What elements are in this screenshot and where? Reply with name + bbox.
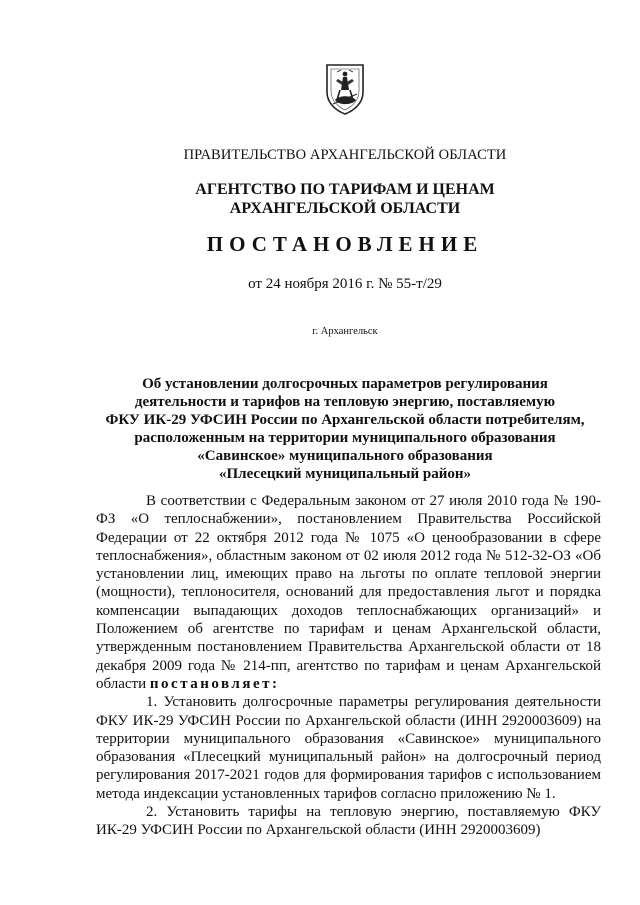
title-line: деятельности и тарифов на тепловую энергию, поставляемую <box>134 394 556 410</box>
title-line: ФКУ ИК-29 УФСИН России по Архангельской области потребителям, <box>105 412 585 428</box>
item-2-paragraph: 2. Установить тарифы на тепловую энергию, поставляемую ФКУ ИК-29 УФСИН России по Архангельской области (ИНН 2920003609) <box>96 804 601 839</box>
agency-name <box>0 180 640 218</box>
title-line: Об установлении долгосрочных параметров регулирования <box>142 376 548 392</box>
preamble-paragraph <box>96 492 601 693</box>
resolves-keyword: постановляет: <box>149 675 280 692</box>
agency-name-line1: АГЕНТСТВО ПО ТАРИФАМ И ЦЕНАМ <box>195 181 495 198</box>
title-line: расположенным на территории муниципального образования <box>134 430 556 446</box>
document-title <box>0 375 640 483</box>
agency-name-line2: АРХАНГЕЛЬСКОЙ ОБЛАСТИ <box>229 200 461 217</box>
coat-of-arms-icon <box>323 62 367 116</box>
document-date-number: от 24 ноября 2016 г. № 55-т/29 <box>248 276 442 292</box>
government-name: ПРАВИТЕЛЬСТВО АРХАНГЕЛЬСКОЙ ОБЛАСТИ <box>183 147 507 163</box>
document-city: г. Архангельск <box>312 326 378 337</box>
item-1-paragraph: 1. Установить долгосрочные параметры регулирования деятельности ФКУ ИК-29 УФСИН России по Архангельской области (ИНН 2920003609) на территории муниципального образования «Савинское» муниципального образования «Плесецкий муниципальный район» на долгосрочный период регулирования 2017-2021 годов для формирования тарифов с использованием метода индексации установленных тарифов согласно приложению № 1. <box>96 694 601 802</box>
title-line: «Плесецкий муниципальный район» <box>218 466 472 482</box>
preamble-text: В соответствии с Федеральным законом от 27 июля 2010 года № 190-ФЗ «О теплоснабжении», постановлением Правительства Российской Федерации от 22 октября 2012 года № 1075 «О ценообразовании в сфере теплоснабжения», областным законом от 02 июля 2012 года № 512-32-ОЗ «Об установлении лиц, имеющих право на льготы по оплате тепловой энергии (мощности), теплоносителя, оснований для предоставления льгот и порядка компенсации выпадающих доходов теплоснабжающих организаций» и Положением об агентстве по тарифам и ценам Архангельской области, утвержденным постановлением Правительства Архангельской области от 18 декабря 2009 года № 214-пп, агентство по тарифам и ценам Архангельской области <box>96 493 601 692</box>
document-body <box>96 492 601 840</box>
document-type: ПОСТАНОВЛЕНИЕ <box>206 232 484 256</box>
title-line: «Савинское» муниципального образования <box>197 448 493 464</box>
